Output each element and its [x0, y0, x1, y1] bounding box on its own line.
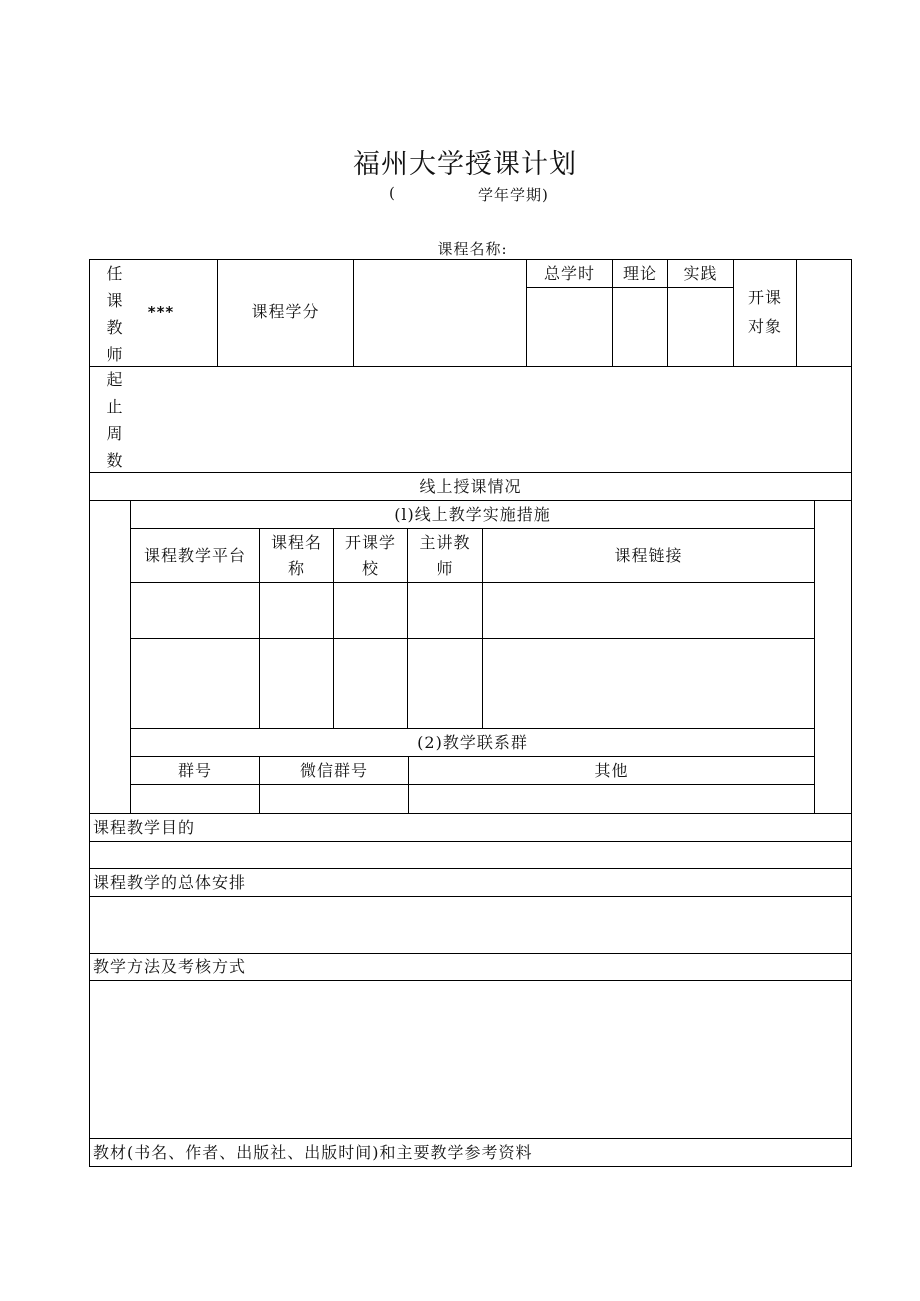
total-hours-label: 总学时 — [543, 263, 595, 283]
teacher-value: *** — [147, 303, 175, 321]
col-course-link: 课程链接 — [614, 545, 683, 565]
theory-value[interactable] — [613, 288, 667, 366]
arrangement-label: 课程教学的总体安排 — [93, 872, 247, 892]
col-group-number: 群号 — [177, 760, 212, 780]
col-platform: 课程教学平台 — [143, 545, 246, 565]
credit-value[interactable] — [354, 260, 526, 366]
table-row[interactable] — [131, 639, 814, 728]
table-row[interactable] — [131, 785, 814, 813]
col-school: 开课学 校 — [344, 532, 396, 578]
methods-content[interactable] — [90, 981, 851, 1138]
table-row[interactable] — [131, 583, 814, 638]
page-title: 福州大学授课计划 — [353, 149, 577, 180]
col-lecturer: 主讲教 师 — [419, 532, 471, 578]
total-hours-value[interactable] — [527, 288, 612, 366]
target-value[interactable] — [797, 260, 851, 366]
subtitle-open-paren: ( — [389, 184, 395, 202]
col-other: 其他 — [594, 760, 629, 780]
arrangement-content[interactable] — [90, 897, 851, 953]
online-section-title: 线上授课情况 — [419, 476, 522, 496]
objective-content[interactable] — [90, 842, 851, 868]
teacher-label: 任 课 教 师 — [106, 264, 124, 364]
methods-label: 教学方法及考核方式 — [93, 957, 247, 976]
practice-value[interactable] — [668, 288, 733, 366]
objective-label: 课程教学目的 — [93, 817, 196, 837]
course-name-label: 课程名称: — [437, 240, 508, 258]
target-label: 开课 对象 — [747, 288, 782, 336]
subtitle-term: 学年学期) — [478, 186, 549, 204]
col-course-name: 课程名 称 — [270, 532, 322, 578]
weeks-value[interactable] — [140, 367, 851, 472]
materials-label: 教材(书名、作者、出版社、出版时间)和主要教学参考资料 — [93, 1142, 533, 1162]
credit-label: 课程学分 — [251, 302, 320, 321]
weeks-label: 起 止 周 数 — [106, 369, 124, 470]
theory-label: 理论 — [622, 263, 657, 283]
col-wechat-group: 微信群号 — [299, 760, 368, 780]
contact-title: (2)教学联系群 — [417, 732, 528, 752]
practice-label: 实践 — [683, 263, 718, 283]
measures-title: (l)线上教学实施措施 — [394, 504, 551, 524]
